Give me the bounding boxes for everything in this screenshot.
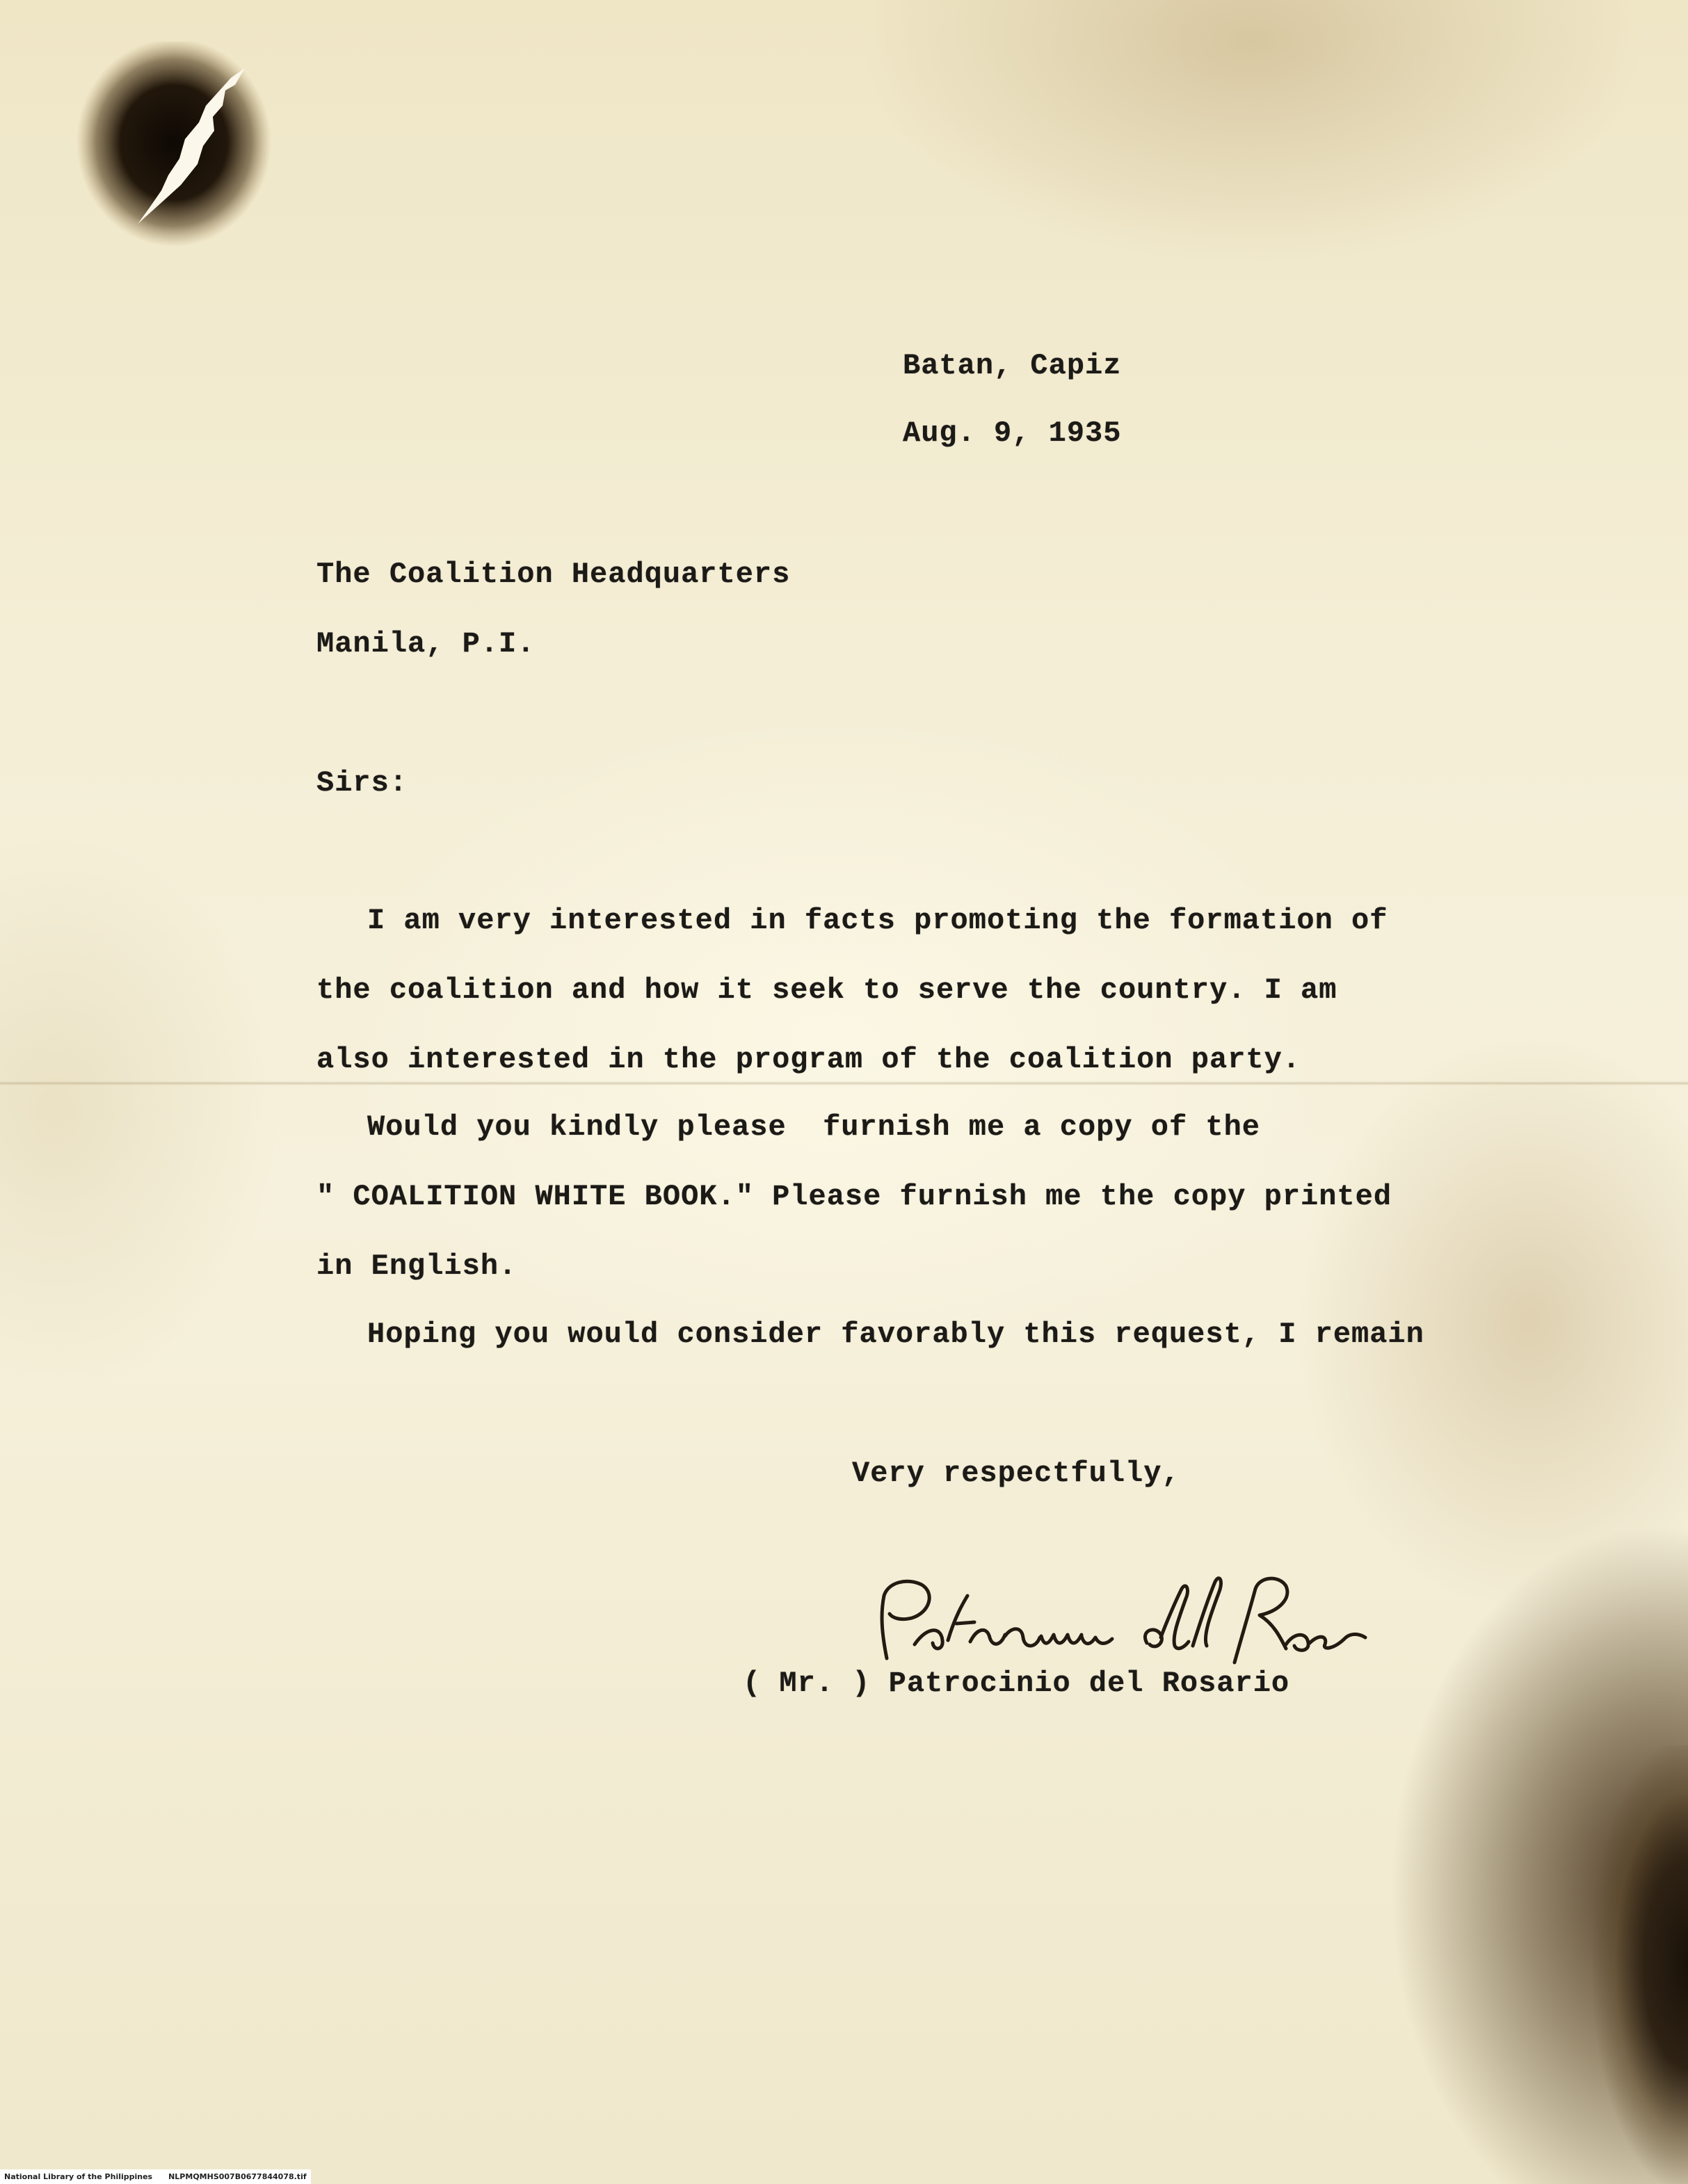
signatory-name: ( Mr. ) Patrocinio del Rosario <box>743 1667 1290 1700</box>
file-id: NLPMQMHS007B0677844078.tif <box>168 2172 307 2181</box>
archive-footer-label <box>0 2169 311 2184</box>
closing: Very respectfully, <box>852 1457 1180 1490</box>
body-line: " COALITION WHITE BOOK." Please furnish me the copy printed <box>316 1180 1392 1213</box>
body-line: I am very interested in facts promoting the formation of <box>367 904 1388 937</box>
letter-place: Batan, Capiz <box>903 349 1122 382</box>
letter-date: Aug. 9, 1935 <box>903 416 1122 450</box>
paper-fold-line <box>0 1081 1688 1085</box>
recipient-address: Manila, P.I. <box>316 627 536 661</box>
body-line: Hoping you would consider favorably this request, I remain <box>367 1318 1424 1351</box>
body-line: Would you kindly please furnish me a copy of the <box>367 1110 1261 1144</box>
handwritten-signature <box>866 1568 1374 1672</box>
body-line: in English. <box>316 1249 517 1283</box>
body-line: also interested in the program of the coalition party. <box>316 1043 1301 1076</box>
burn-hole-mark <box>77 42 285 250</box>
body-line: the coalition and how it seek to serve the country. I am <box>316 973 1337 1007</box>
library-name: National Library of the Philippines <box>4 2172 153 2181</box>
recipient-name: The Coalition Headquarters <box>316 558 791 591</box>
burn-edge-mark <box>1593 1745 1688 2184</box>
salutation: Sirs: <box>316 766 408 800</box>
